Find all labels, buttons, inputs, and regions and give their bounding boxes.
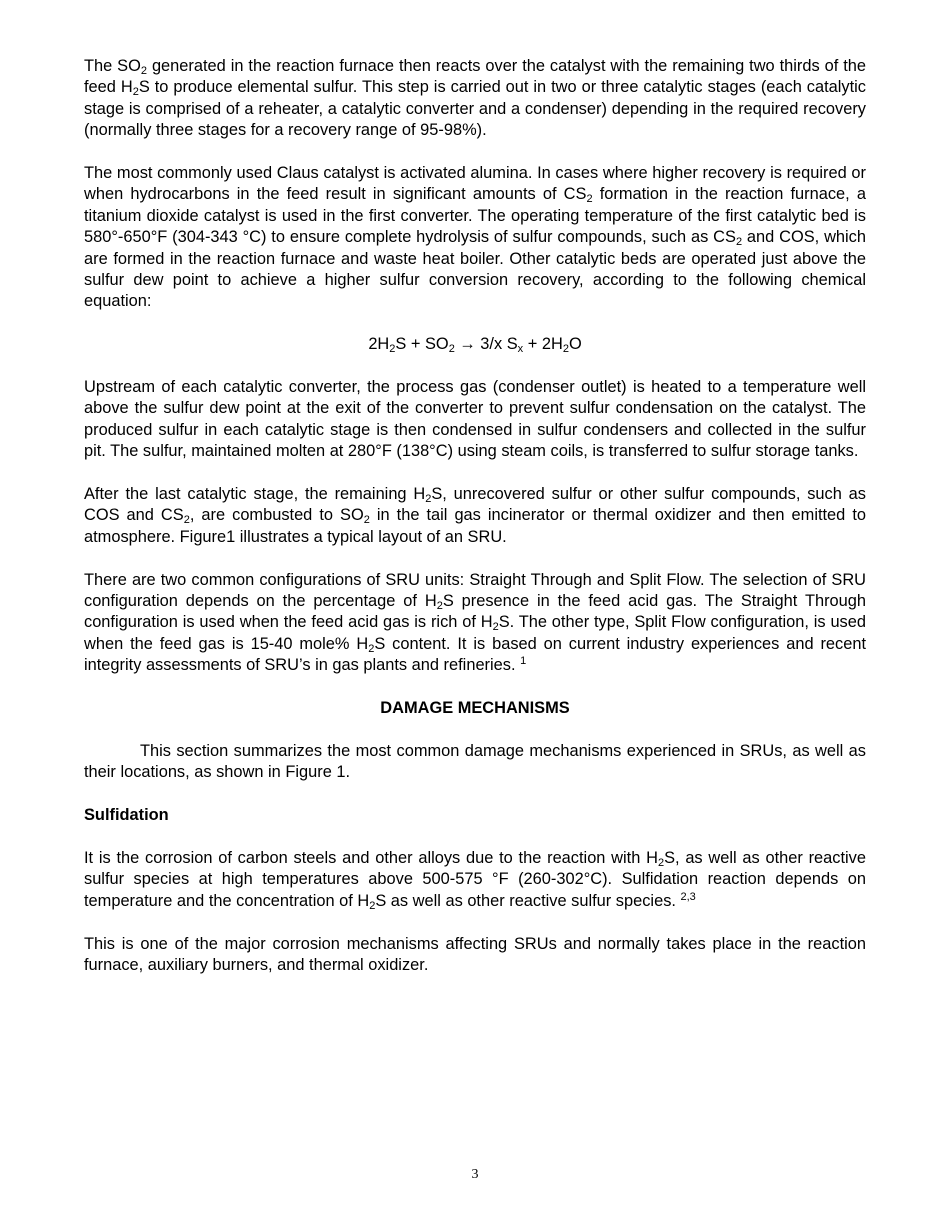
footnote-reference: 1 [520,655,527,668]
paragraph-claus-catalytic-stages: The $SO_2$ generated in the reaction furnace then reacts over the catalyst with the remaining two thirds of the feed $H_2S$ to produce elemental sulfur. This step is carried out in two or three catalytic stages (each catalytic stage is comprised of a reheater, a catalytic converter and a condenser) depending in the required recovery (normally three stages for a recovery range of 95-98%). [84,57,867,140]
footnote-reference: 2,3 [680,890,696,903]
paragraph-claus-catalyst: The most commonly used Claus catalyst is activated alumina. In cases where higher recovery is required or when hydrocarbons in the feed result in significant amounts of $CS_2$ formation in the reaction furnace, a titanium dioxide catalyst is used in the first converter. The operating temperature of the first catalytic bed is 580°-650°F (304-343 °C) to ensure complete hydrolysis of sulfur compounds, such as $CS_2$ and COS, which are formed in the reaction furnace and waste heat boiler. Other catalytic beds are operated just above the sulfur dew point to achieve a higher sulfur conversion recovery, according to the following chemical equation: [84,164,866,311]
chemical-equation: $2H_2S + SO_2 \to 3/x$ $S_x + 2H_2O$ [368,335,582,356]
paragraph-sulfidation-definition: It is the corrosion of carbon steels and other alloys due to the reaction with $H_2S$, as well as other reactive sulfur species at high temperatures above 500-575 °F (260-302°C). Sulfidation reaction depends on temperature and the concentration of $H_2S$ as well as other reactive sulfur species. $^{2,3}$ [84,848,866,912]
paragraph-sru-configurations: There are two common configurations of SRU units: Straight Through and Split Flow. The selection of SRU configuration depends on the percentage of $H_2S$ presence in the feed acid gas. The Straight Through configuration is used when the feed acid gas is rich of $H_2S$. The other type, Split Flow configuration, is used when the feed gas is 15-40 mole% $H_2S$ content. It is based on current industry experiences and recent integrity assessments of SRU’s in gas plants and refineries. $^1$ [84,570,866,675]
section-heading: DAMAGE MECHANISMS [380,699,570,718]
paragraph-process-gas-reheat: Upstream of each catalytic converter, the process gas (condenser outlet) is heated to a temperature well above the sulfur dew point at the exit of the converter to prevent sulfur condensation on the catalyst. The produced sulfur in each catalytic stage is then condensed in sulfur condensers and collected in the sulfur pit. The sulfur, maintained molten at 280°F (138°C) using steam coils, is transferred to sulfur storage tanks. [84,378,866,461]
page-number: 3 [471,1167,479,1182]
document-body [84,56,866,976]
subsection-heading: Sulfidation [84,806,169,825]
paragraph-sulfidation-locations: This is one of the major corrosion mechanisms affecting SRUs and normally takes place in the reaction furnace, auxiliary burners, and thermal oxidizer. [84,934,866,974]
paragraph-section-summary: This section summarizes the most common damage mechanisms experienced in SRUs, as well as their locations, as shown in Figure 1. [84,741,866,782]
paragraph-tail-gas: After the last catalytic stage, the remaining $H_2S$, unrecovered sulfur or other sulfur compounds, such as COS and $CS_2$, are combusted to $SO_2$ in the tail gas incinerator or thermal oxidizer and then emitted to atmosphere. Figure1 illustrates a typical layout of an SRU. [84,485,866,546]
